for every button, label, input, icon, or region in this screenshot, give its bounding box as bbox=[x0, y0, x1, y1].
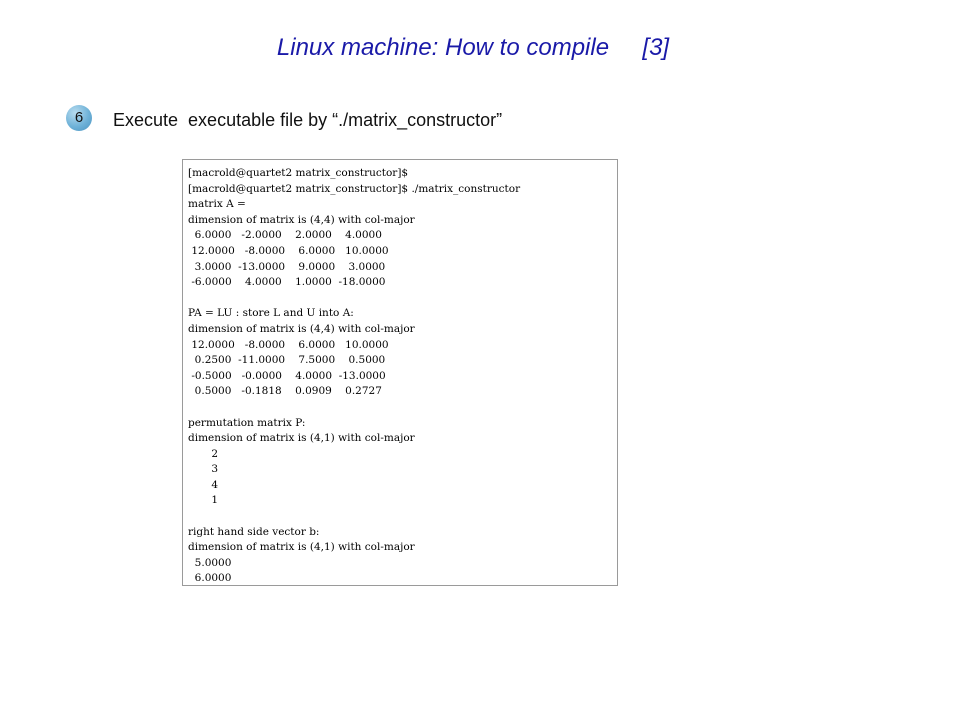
step-instruction: Execute executable file by “./matrix_constructor” bbox=[113, 110, 503, 130]
terminal-line: 1 bbox=[188, 494, 219, 507]
terminal-line: dimension of matrix is (4,1) with col-major bbox=[188, 432, 415, 445]
terminal-line: 6.0000 -2.0000 2.0000 4.0000 bbox=[188, 229, 382, 242]
terminal-line: 2 bbox=[188, 447, 219, 460]
terminal-line bbox=[188, 291, 617, 307]
terminal-line: 6.0000 bbox=[188, 572, 232, 585]
terminal-line: 0.2500 -11.0000 7.5000 0.5000 bbox=[188, 354, 386, 367]
terminal-line bbox=[188, 509, 617, 525]
terminal-line: 0.5000 -0.1818 0.0909 0.2727 bbox=[188, 385, 382, 398]
terminal-line: 12.0000 -8.0000 6.0000 10.0000 bbox=[188, 338, 389, 351]
terminal-line: [macrold@quartet2 matrix_constructor]$ ./matrix_constructor bbox=[188, 182, 521, 195]
terminal-line: dimension of matrix is (4,4) with col-major bbox=[188, 213, 415, 226]
terminal-line: PA = LU : store L and U into A: bbox=[188, 307, 354, 320]
terminal-line: 3 bbox=[188, 463, 219, 476]
terminal-line: permutation matrix P: bbox=[188, 416, 306, 429]
terminal-line: matrix A = bbox=[188, 198, 246, 211]
slide-title: Linux machine: How to compile [3] bbox=[276, 34, 670, 61]
terminal-line: -0.5000 -0.0000 4.0000 -13.0000 bbox=[188, 369, 386, 382]
terminal-line: dimension of matrix is (4,1) with col-major bbox=[188, 541, 415, 554]
terminal-line: 4 bbox=[188, 478, 219, 491]
terminal-line: -6.0000 4.0000 1.0000 -18.0000 bbox=[188, 276, 386, 289]
step-number-badge: 6 bbox=[66, 105, 92, 131]
terminal-line: [macrold@quartet2 matrix_constructor]$ bbox=[188, 167, 409, 179]
terminal-line: 5.0000 bbox=[188, 556, 232, 569]
terminal-output bbox=[182, 159, 618, 586]
terminal-line: right hand side vector b: bbox=[188, 525, 320, 538]
terminal-line bbox=[188, 400, 617, 416]
terminal-line: dimension of matrix is (4,4) with col-major bbox=[188, 322, 415, 335]
terminal-line: 12.0000 -8.0000 6.0000 10.0000 bbox=[188, 244, 389, 257]
terminal-line: 3.0000 -13.0000 9.0000 3.0000 bbox=[188, 260, 386, 273]
